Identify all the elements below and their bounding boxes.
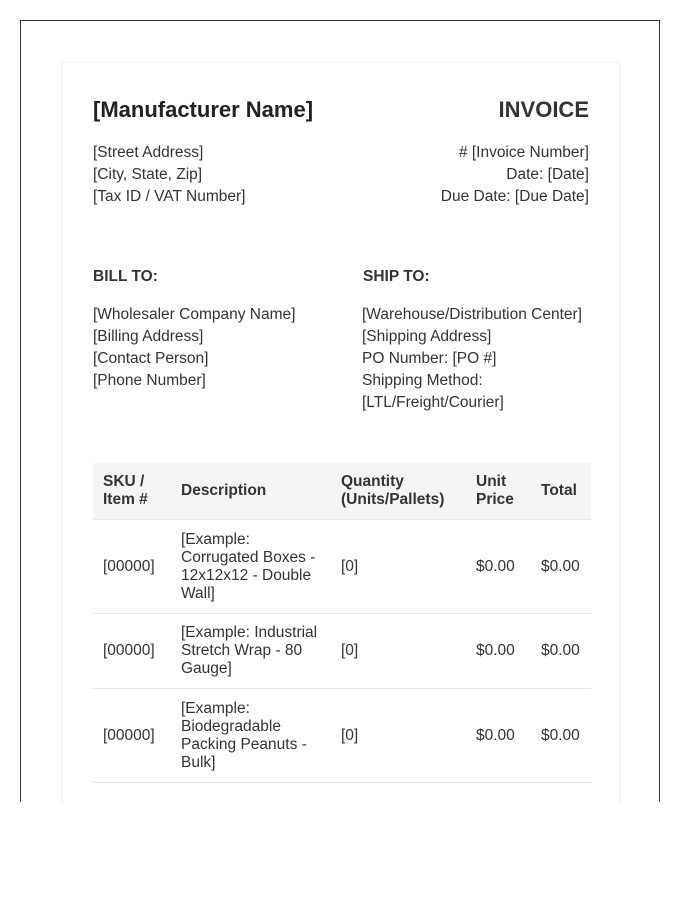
table-header bbox=[93, 463, 591, 520]
table-header-row bbox=[93, 463, 591, 520]
col-header-total: Total bbox=[531, 463, 591, 520]
invoice-due-date: Due Date: [Due Date] bbox=[440, 188, 589, 205]
cell-unit-price: $0.00 bbox=[466, 520, 531, 614]
manufacturer-name: [Manufacturer Name] bbox=[93, 97, 314, 122]
bill-to-block bbox=[93, 304, 295, 392]
cell-description: [Example: Corrugated Boxes - 12x12x12 - Double Wall] bbox=[171, 520, 331, 614]
cell-quantity: [0] bbox=[331, 520, 466, 614]
table-row bbox=[93, 520, 591, 614]
bill-to-address: [Billing Address] bbox=[93, 328, 204, 345]
cell-quantity: [0] bbox=[331, 614, 466, 689]
cell-total: $0.00 bbox=[531, 689, 591, 783]
cell-sku: [00000] bbox=[93, 614, 171, 689]
bill-to-contact: [Contact Person] bbox=[93, 350, 209, 367]
cell-unit-price: $0.00 bbox=[466, 689, 531, 783]
cell-sku: [00000] bbox=[93, 520, 171, 614]
invoice-number: # [Invoice Number] bbox=[458, 144, 589, 161]
ship-to-location: [Warehouse/Distribution Center] bbox=[362, 306, 582, 323]
col-header-unit-price: Unit Price bbox=[466, 463, 531, 520]
cell-sku: [00000] bbox=[93, 689, 171, 783]
col-header-quantity: Quantity (Units/Pallets) bbox=[331, 463, 466, 520]
cell-description: [Example: Biodegradable Packing Peanuts - Bulk] bbox=[171, 689, 331, 783]
bill-to-heading: BILL TO: bbox=[93, 268, 158, 285]
table-row bbox=[93, 614, 591, 689]
sender-tax-id: [Tax ID / VAT Number] bbox=[93, 188, 246, 205]
ship-to-block bbox=[362, 304, 582, 414]
document-frame bbox=[20, 20, 660, 802]
sender-city: [City, State, Zip] bbox=[93, 166, 203, 183]
table-row bbox=[93, 689, 591, 783]
col-header-description: Description bbox=[171, 463, 331, 520]
cell-quantity: [0] bbox=[331, 689, 466, 783]
bill-to-phone: [Phone Number] bbox=[93, 372, 206, 389]
cell-total: $0.00 bbox=[531, 520, 591, 614]
ship-to-method-value: [LTL/Freight/Courier] bbox=[362, 394, 504, 411]
col-header-sku: SKU / Item # bbox=[93, 463, 171, 520]
ship-to-po: PO Number: [PO #] bbox=[362, 350, 497, 367]
cell-total: $0.00 bbox=[531, 614, 591, 689]
sender-address-block bbox=[93, 142, 245, 208]
bill-to-company: [Wholesaler Company Name] bbox=[93, 306, 296, 323]
ship-to-heading: SHIP TO: bbox=[363, 268, 430, 285]
cell-description: [Example: Industrial Stretch Wrap - 80 Gauge] bbox=[171, 614, 331, 689]
cell-unit-price: $0.00 bbox=[466, 614, 531, 689]
table-body bbox=[93, 520, 591, 783]
ship-to-method-label: Shipping Method: bbox=[362, 372, 483, 389]
invoice-sheet bbox=[62, 62, 620, 803]
invoice-meta-block bbox=[441, 142, 589, 208]
invoice-title: INVOICE bbox=[498, 97, 589, 122]
ship-to-address: [Shipping Address] bbox=[362, 328, 492, 345]
sender-street: [Street Address] bbox=[93, 144, 204, 161]
invoice-date: Date: [Date] bbox=[506, 166, 589, 183]
line-items-table bbox=[93, 463, 591, 783]
